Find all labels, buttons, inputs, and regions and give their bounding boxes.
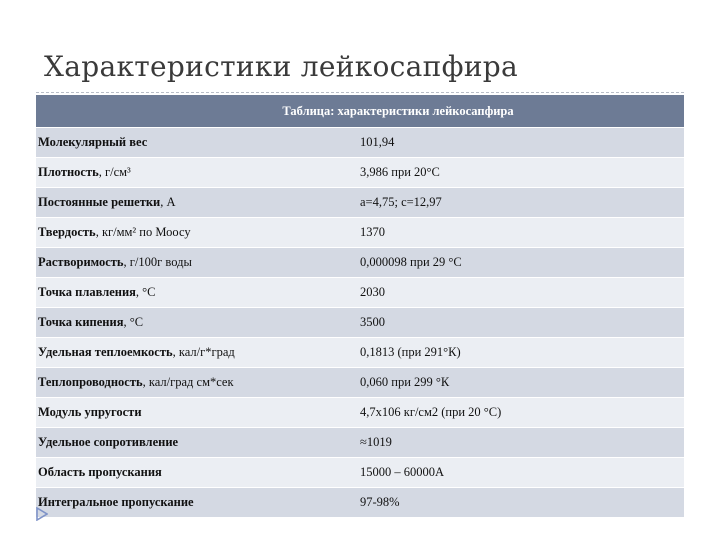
property-name <box>36 195 360 210</box>
table-row <box>36 337 684 367</box>
property-unit: , °С <box>123 315 144 329</box>
property-name <box>36 465 360 480</box>
table-row <box>36 367 684 397</box>
property-name <box>36 345 360 360</box>
property-value: 3,986 при 20°С <box>360 165 440 179</box>
property-name <box>36 375 360 390</box>
property-value: a=4,75; c=12,97 <box>360 195 442 209</box>
table-row <box>36 127 684 157</box>
property-name <box>36 435 360 450</box>
property-value: 4,7х106 кг/см2 (при 20 °С) <box>360 405 502 419</box>
property-value: 97-98% <box>360 495 400 509</box>
table-row <box>36 187 684 217</box>
property-name-bold: Растворимость <box>38 255 124 269</box>
property-unit: , г/см³ <box>98 165 131 179</box>
property-name-bold: Точка плавления <box>38 285 136 299</box>
table-row <box>36 427 684 457</box>
title-divider <box>36 92 684 93</box>
table-caption-text: Таблица: характеристики лейкосапфира <box>282 104 514 118</box>
property-value: 0,060 при 299 °К <box>360 375 450 389</box>
property-name-bold: Точка кипения <box>38 315 124 329</box>
property-name-bold: Молекулярный вес <box>38 135 148 149</box>
property-name-bold: Теплопроводность <box>38 375 143 389</box>
property-unit: , г/100г воды <box>123 255 192 269</box>
triangle-bullet-icon <box>36 507 48 521</box>
property-name-bold: Твердость <box>38 225 96 239</box>
property-name-bold: Область пропускания <box>38 465 162 479</box>
property-value: 15000 – 60000А <box>360 465 445 479</box>
table-row <box>36 487 684 517</box>
property-name <box>36 225 360 240</box>
property-name-bold: Интегральное пропускание <box>38 495 194 509</box>
property-name-bold: Постоянные решетки <box>38 195 161 209</box>
property-value: 101,94 <box>360 135 395 149</box>
table-row <box>36 157 684 187</box>
table-row <box>36 217 684 247</box>
property-name-bold: Удельная теплоемкость <box>38 345 173 359</box>
property-value: 3500 <box>360 315 385 329</box>
property-name <box>36 255 360 270</box>
table-row <box>36 307 684 337</box>
slide-title: Характеристики лейкосапфира <box>44 50 518 83</box>
property-name <box>36 165 360 180</box>
property-value: 0,000098 при 29 °С <box>360 255 462 269</box>
table-caption <box>36 95 684 127</box>
property-value: 2030 <box>360 285 385 299</box>
property-unit: , А <box>160 195 176 209</box>
property-unit: , кал/г*град <box>172 345 235 359</box>
table-row <box>36 457 684 487</box>
property-name <box>36 495 360 510</box>
table-row <box>36 277 684 307</box>
property-name-bold: Удельное сопротивление <box>38 435 179 449</box>
property-unit: , кал/град см*сек <box>142 375 234 389</box>
table-row <box>36 397 684 427</box>
property-name <box>36 315 360 330</box>
property-value: 0,1813 (при 291°К) <box>360 345 461 359</box>
property-name-bold: Модуль упругости <box>38 405 142 419</box>
property-value: ≈1019 <box>360 435 392 449</box>
property-value: 1370 <box>360 225 385 239</box>
property-unit: , °С <box>135 285 156 299</box>
property-name-bold: Плотность <box>38 165 99 179</box>
table-row <box>36 247 684 277</box>
property-unit: , кг/мм² по Моосу <box>95 225 191 239</box>
property-name <box>36 285 360 300</box>
property-name <box>36 135 360 150</box>
table-body <box>36 127 684 517</box>
property-name <box>36 405 360 420</box>
properties-table <box>36 95 684 517</box>
